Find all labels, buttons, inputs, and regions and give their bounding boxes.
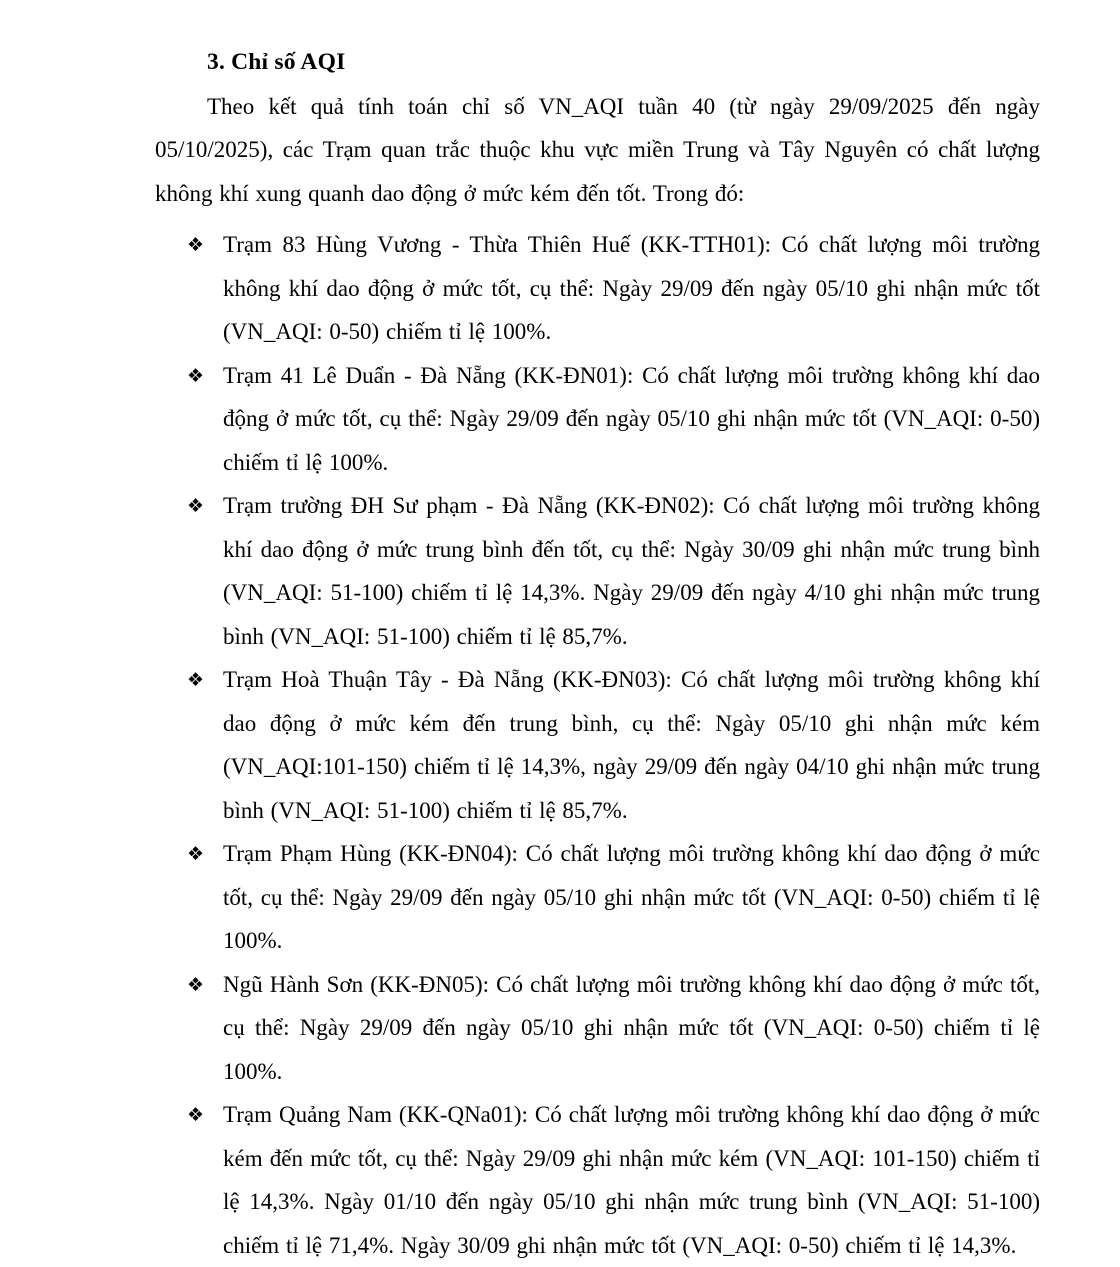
bullet-diamond-icon: ❖ (187, 1104, 205, 1126)
station-item (155, 354, 1040, 485)
station-text: Trạm 83 Hùng Vương - Thừa Thiên Huế (KK-TTH01): Có chất lượng môi trường không khí dao động ở mức tốt, cụ thể: Ngày 29/09 đến ngày 05/10 ghi nhận mức tốt (VN_AQI: 0-50) chiếm tỉ lệ 100%. (223, 232, 1040, 344)
station-list (155, 223, 1040, 1267)
station-item (155, 832, 1040, 963)
station-text: Trạm Phạm Hùng (KK-ĐN04): Có chất lượng môi trường không khí dao động ở mức tốt, cụ thể: Ngày 29/09 đến ngày 05/10 ghi nhận mức tốt (VN_AQI: 0-50) chiếm tỉ lệ 100%. (223, 841, 1040, 953)
station-item (155, 658, 1040, 832)
station-text: Trạm Quảng Nam (KK-QNa01): Có chất lượng môi trường không khí dao động ở mức kém đến mức tốt, cụ thể: Ngày 29/09 ghi nhận mức kém (VN_AQI: 101-150) chiếm tỉ lệ 14,3%. Ngày 01/10 đến ngày 05/10 ghi nhận mức trung bình (VN_AQI: 51-100) chiếm tỉ lệ 71,4%. Ngày 30/09 ghi nhận mức tốt (VN_AQI: 0-50) chiếm tỉ lệ 14,3%. (223, 1102, 1040, 1258)
section-heading: 3. Chỉ số AQI (207, 49, 346, 75)
intro-paragraph: Theo kết quả tính toán chỉ số VN_AQI tuần 40 (từ ngày 29/09/2025 đến ngày 05/10/2025), các Trạm quan trắc thuộc khu vực miền Trung và Tây Nguyên có chất lượng không khí xung quanh dao động ở mức kém đến tốt. Trong đó: (155, 93, 1040, 206)
bullet-diamond-icon: ❖ (187, 973, 205, 996)
station-item (155, 963, 1040, 1094)
bullet-diamond-icon: ❖ (187, 364, 205, 387)
station-item (155, 484, 1040, 658)
station-item (155, 1093, 1040, 1267)
bullet-diamond-icon: ❖ (187, 495, 205, 517)
bullet-diamond-icon: ❖ (187, 843, 205, 865)
station-text: Trạm Hoà Thuận Tây - Đà Nẵng (KK-ĐN03): Có chất lượng môi trường không khí dao động ở mức kém đến trung bình, cụ thể: Ngày 05/10 ghi nhận mức kém (VN_AQI:101-150) chiếm tỉ lệ 14,3%, ngày 29/09 đến ngày 04/10 ghi nhận mức trung bình (VN_AQI: 51-100) chiếm tỉ lệ 85,7%. (223, 667, 1040, 823)
station-text: Trạm 41 Lê Duẩn - Đà Nẵng (KK-ĐN01): Có chất lượng môi trường không khí dao động ở mức tốt, cụ thể: Ngày 29/09 đến ngày 05/10 ghi nhận mức tốt (VN_AQI: 0-50) chiếm tỉ lệ 100%. (223, 362, 1040, 475)
bullet-diamond-icon: ❖ (187, 669, 205, 691)
bullet-diamond-icon: ❖ (187, 234, 205, 256)
station-text: Ngũ Hành Sơn (KK-ĐN05): Có chất lượng môi trường không khí dao động ở mức tốt, cụ thể: Ngày 29/09 đến ngày 05/10 ghi nhận mức tốt (VN_AQI: 0-50) chiếm tỉ lệ 100%. (223, 971, 1040, 1084)
station-text: Trạm trường ĐH Sư phạm - Đà Nẵng (KK-ĐN02): Có chất lượng môi trường không khí dao động ở mức trung bình đến tốt, cụ thể: Ngày 30/09 ghi nhận mức trung bình (VN_AQI: 51-100) chiếm tỉ lệ 14,3%. Ngày 29/09 đến ngày 4/10 ghi nhận mức trung bình (VN_AQI: 51-100) chiếm tỉ lệ 85,7%. (223, 493, 1040, 649)
station-item (155, 223, 1040, 354)
